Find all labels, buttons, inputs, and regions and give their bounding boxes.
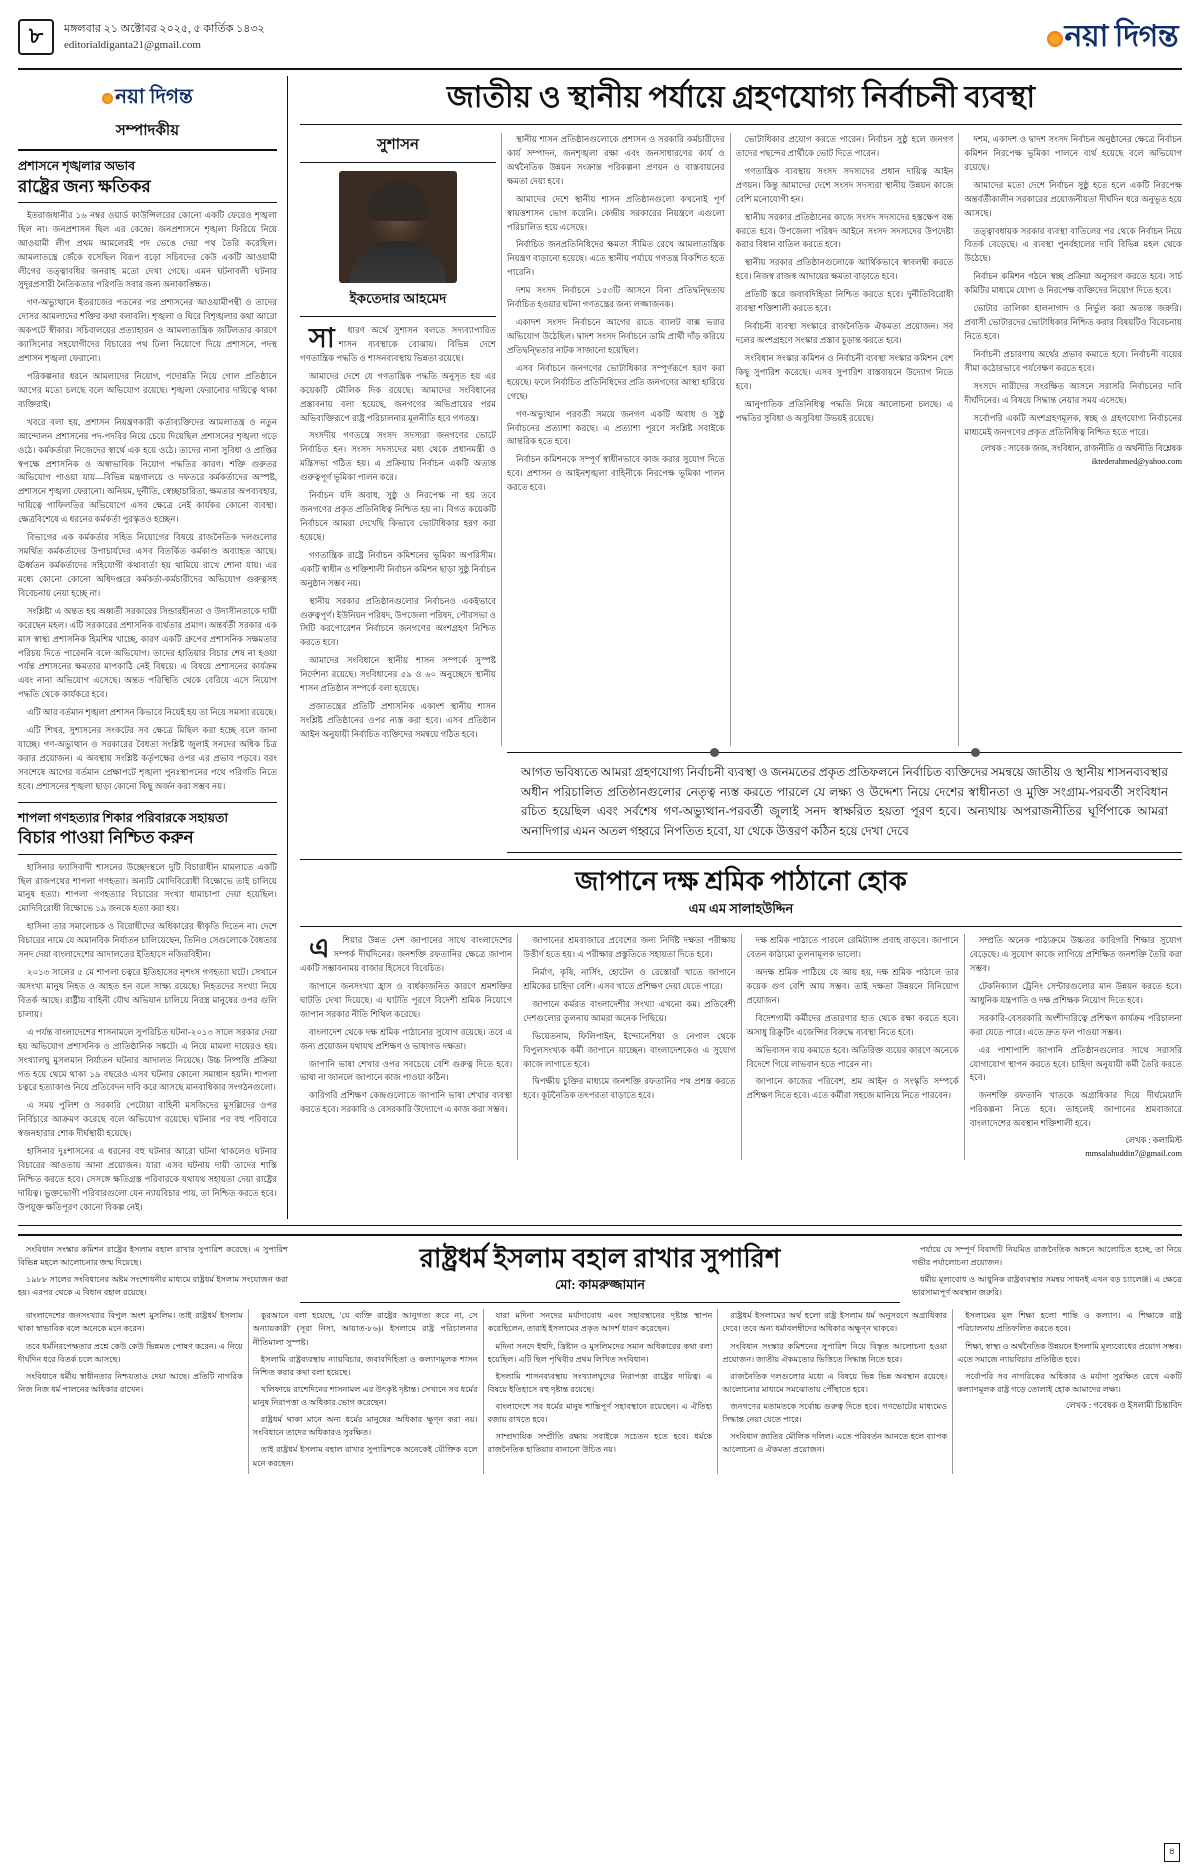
second-article-grid [300,934,1182,1160]
paragraph: প্রতিটি স্তরে জবাবদিহিতা নিশ্চিত করতে হবে। দুর্নীতিবিরোধী ব্যবস্থা শক্তিশালী করতে হবে। [735,289,954,314]
paragraph: বাংলাদেশের জনসংখ্যার বিপুল অংশ মুসলিম। তাই রাষ্ট্রধর্ম ইসলাম থাকা স্বাভাবিক বলে অনেকে মনে করেন। [18,1311,243,1334]
lead-col-3-wrap [736,133,954,746]
divider [18,802,277,803]
paragraph: নির্বাচিত জনপ্রতিনিধিদের ক্ষমতা সীমিত রেখে আমলাতান্ত্রিক নিয়ন্ত্রণ বাড়ানো হয়েছে। এতে স্থানীয় পর্যায়ে গণতন্ত্র বিকশিত হতে পারেনি। [507,239,725,278]
articles-column [288,76,1182,1219]
paragraph: খলিফায়ে রাশেদিনের শাসনামল এর উৎকৃষ্ট দৃষ্টান্ত। সেখানে সব ধর্মের মানুষ নিরাপত্তা ও অধিকার ভোগ করেছেন। [252,1384,478,1407]
paragraph: এটি আর বর্তমান শৃঙ্খলা প্রশাসন কিভাবে নিয়েই হয় তা নিয়ে সমস্যা রয়েছে। [27,707,277,718]
paragraph: আমাদের মতো দেশে নির্বাচন সুষ্ঠু হতে হলে একটি নিরপেক্ষ অন্তর্বর্তীকালীন সরকারের প্রয়োজনীয়তা দীর্ঘদিন ধরে অনুভূত হয়ে আসছে। [964,179,1182,218]
paragraph: সাধারণ অর্থে সুশাসন বলতে সদ্যব্যাপারিত শাসন ব্যবস্থাকে বোঝায়। বিভিন্ন দেশে গণতান্ত্রিক পদ্ধতি ও শাসনব্যবস্থায় ভিন্নতা রয়েছে। [300,323,496,363]
bottom-col-3 [488,1309,713,1456]
sec2-col-1 [300,934,512,1117]
paragraph: জাপানে কাজের পরিবেশ, শ্রম আইন ও সংস্কৃতি সম্পর্কে প্রশিক্ষণ দিতে হবে। এতে কর্মীরা সহজে মানিয়ে নিতে পারবেন। [746,1076,959,1101]
bottom-col-1 [18,1309,243,1396]
bottom-col-5 [957,1309,1182,1396]
paragraph: সম্প্রতি অনেক পাঠ্যক্রমে উচ্চতর কারিগরি শিক্ষার সুযোগ বেড়েছে। এ সুযোগ কাজে লাগিয়ে প্রশিক্ষিত জনশক্তি তৈরি করা সম্ভব। [969,935,1182,974]
paragraph: দশম সংসদ নির্বাচনে ১৫৩টি আসনে বিনা প্রতিদ্বন্দ্বিতায় নির্বাচিত হওয়ার ঘটনা গণতন্ত্রের জন্য লজ্জাজনক। [507,285,725,310]
paragraph: দ্বিপক্ষীয় চুক্তির মাধ্যমে জনশক্তি রফতানির পথ প্রশস্ত করতে হবে। কূটনৈতিক তৎপরতা বাড়াতে হবে। [523,1076,736,1101]
editorial-1-headline: রাষ্ট্রের জন্য ক্ষতিকর [18,176,277,203]
lead-author-name: ইকতেদার আহমেদ [300,288,496,317]
lead-col-2 [507,133,725,495]
publication-date: মঙ্গলবার ২১ অক্টোবর ২০২৫, ৫ কার্তিক ১৪৩২ [64,22,265,35]
paragraph: অভিবাসন ব্যয় কমাতে হবে। অতিরিক্ত ব্যয়ের কারণে অনেকে বিদেশে গিয়ে লাভবান হতে পারেন না। [746,1044,959,1069]
pullquote-text: আগত ভবিষ্যতে আমরা গ্রহণযোগ্য নির্বাচনী ব্যবস্থা ও জনমতের প্রকৃত প্রতিফলনে নির্বাচিত ব্যক্তিদের সমন্বয়ে জাতীয় ও স্থানীয় শাসনব্যবস্থার অধীন পরিচালিত প্রতিষ্ঠানগুলোর নেতৃত্ব ন্যস্ত করতে পারলে যে লক্ষ্য ও উদ্দেশ্য নিয়ে দেশের স্বাধীনতা ও মুক্তি সংগ্রাম-পরবর্তী সংবিধান রচিত হয়েছিল এবং সর্বশেষ গণ-অভ্যুত্থান-পরবর্তী জুলাই সনদ স্বাক্ষরিত হয়তা পূরণ হবে। অন্যথায় অপরাজনীতির ঘূর্ণিপাকে আমরা অনাদিগার এমন অতল গহ্বরে নিপতিত হবো, যা থেকে উত্তরণ কঠিন হয়ে দেখা দেবে [521,764,1168,839]
paragraph: রাষ্ট্রধর্ম থাকা মানে অন্য ধর্মের মানুষের অধিকার ক্ষুণ্ন করা নয়। সংবিধানে তাদের অধিকারও সুরক্ষিত। [252,1415,478,1438]
paragraph: খবরে বলা হয়, প্রশাসন নিয়ন্ত্রণকারী কর্তাব্যক্তিদের আমলাতন্ত্র ও নতুন আন্দোলন প্রশাসনের পদ-পদবির নিয়ে চেয়ে দিয়েছিল প্রশাসনের শৃঙ্খলা গড়ে ওঠে। কর্মকর্তারা নিজেদের স্বার্থে এক হয়ে ওঠে। তাদের নানা সুবিধা ও প্রাপ্তির স্বপক্ষে প্রশাসনিক ও অস্বাভাবিক নিয়োগ পদ্ধতির কারণ। শক্তি গুরুতর অভিযোগ পাওয়া যায়—বিভিন্ন মন্ত্রণালয়ে ও দফতরে কর্মকর্তাদের অস্পষ্ট, প্রশাসনে শৃঙ্খলা ফেরানো। অনিয়ম, দুর্নীতি, স্বেচ্ছাচারিতা, ক্ষমতার অপব্যবহার, দায়িত্বে গাফিলতির অভিযোগে এসব ক্ষেত্রে নেই কার্যকর কোনো ব্যবস্থা। ক্ষেত্রবিশেষে এ ধরনের কর্মকর্তা পুরস্কৃতও হচ্ছেন। [18,416,277,525]
credit-email: iktederahmed@yahoo.com [1091,457,1182,467]
masthead-left [18,19,265,55]
editorial-1-body [18,209,277,794]
paragraph: শিক্ষা, স্বাস্থ্য ও অর্থনৈতিক উন্নয়নে ইসলামি মূল্যবোধের প্রয়োগ সম্ভব। এতে সমাজে ন্যায়বিচার প্রতিষ্ঠিত হবে। [957,1341,1182,1364]
paragraph: সরকারি-বেসরকারি অংশীদারিত্বে প্রশিক্ষণ কার্যক্রম পরিচালনা করা যেতে পারে। এতে দ্রুত ফল পাওয়া সম্ভব। [969,1012,1182,1037]
bottom-col-4 [722,1309,947,1456]
lead-col-4 [964,133,1182,439]
paragraph: হাসিনা তার সমালোচক ও বিরোধীদের অধিকারের স্বীকৃতি দিতেন না। দেশে বিচারের নামে যে অমানবিক নির্যাতন চালিয়েছেন, তিনিও সেগুলোকে বৈধতার সনদ দেয়া বাংলাদেশের আদালতের ইতিহাসে নজিরবিহীন। [18,921,277,960]
paragraph: যারা মদিনা সনদের মর্যাদাবোধ এবং সহাবস্থানের দৃষ্টান্ত স্থাপন করেছিলেন, তারাই ইসলামের প্রকৃত আদর্শ ধারণ করেছেন। [487,1311,713,1334]
paragraph: এশিয়ার উন্নত দেশ জাপানের সাথে বাংলাদেশের সম্পর্ক দীর্ঘদিনের। জনশক্তি রফতানির ক্ষেত্রে জাপান একটি সম্ভাবনাময় বাজার হিসেবে বিবেচিত। [300,933,513,974]
bottom-article-author: মো: কামরুজ্জামান [300,1274,900,1303]
paragraph: স্থানীয় সরকার প্রতিষ্ঠানগুলোকে আর্থিকভাবে স্বাবলম্বী করতে হবে। নিজস্ব রাজস্ব আদায়ের ক্ষমতা বাড়াতে হবে। [735,257,954,282]
masthead-right [1047,22,1182,52]
paragraph: কারিগরি প্রশিক্ষণ কেন্দ্রগুলোতে জাপানি ভাষা শেখার ব্যবস্থা করতে হবে। সরকারি ও বেসরকারি উদ্যোগে এ কাজ করা সম্ভব। [300,1090,513,1115]
paragraph: গণ-অভ্যুত্থানে ইতরাজের পতনের পর প্রশাসনের আওয়ামীপন্থী ও তাদের দোসর আমলাদের শক্তির কথা বলাবলি। শৃঙ্খলা ও ঘিরে বিশৃঙ্খলার কথা আরো অকপটে স্বীকার। সচিবালয়ের প্রত্যাহারন ও আমলাতান্ত্রিক জটিলতার কারণে ক্যাসিনোর সহযোগীদের বিচারের পথ ঢিলা নিয়োগে দিয়ে প্রশাসনে, পদস্থ প্রশাসন শৃঙ্খলা ফেরানো। [18,297,277,364]
paragraph: সংবিধানে ধর্মীয় স্বাধীনতার নিশ্চয়তাও দেয়া আছে। প্রতিটি নাগরিক নিজ নিজ ধর্ম পালনের অধিকার রাখেন। [18,1371,243,1394]
paragraph: স্থানীয় শাসন প্রতিষ্ঠানগুলোকে প্রশাসন ও সরকারি কর্মচারীদের কার্য সম্পাদন, জনশৃঙ্খলা রক্ষা এবং জনসাধারণের কার্য ও অর্থনৈতিক উন্নয়ন সংক্রান্ত পরিকল্পনা প্রণয়ন ও বাস্তবায়নের ক্ষমতা দেয়া হবে। [507,134,725,186]
second-article-author: এম এম সালাহউদ্দিন [300,897,1182,927]
paragraph: নির্বাচন কমিশনকে সম্পূর্ণ স্বাধীনভাবে কাজ করার সুযোগ দিতে হবে। প্রশাসন ও আইনশৃঙ্খলা বাহিনীকে নিরপেক্ষ ভূমিকা পালন করতে হবে। [507,454,725,493]
sec2-col-2-wrap [523,934,735,1160]
editorial-2-kicker: শাপলা গণহত্যার শিকার পরিবারকে সহায়তা [18,810,228,825]
sec2-col-3-wrap [747,934,959,1160]
editorial-2-body [18,861,277,1215]
paragraph: এ পর্যন্ত বাংলাদেশের শাসনামলে সুপরিচিত ঘটনা-২০১৩ সালে সরকার দেয়া হয় অভিযোগ প্রশাসনিক ও প্রাতিষ্ঠানিক সঙ্কটে। এ নিয়ে মামলা দায়েরও হয়। সংখ্যালঘু মুসলমান নির্যাতন ঘটনার আদালত নিয়েছে। উচ্চ নিষ্পত্তি প্রক্রিয়া গত হয়ে থেমে থাকা ১৯ বছরেও এসব ঘটনার কোনো সমাধান হয়নি। শাপলা চত্বরে হত্যাকাণ্ড নিয়ে প্রতিবেদন দাবি করে আসছে মানবাধিকার সংগঠনগুলো। [18,1026,277,1093]
paragraph: তত্ত্বাবধায়ক সরকার ব্যবস্থা বাতিলের পর থেকে নির্বাচন নিয়ে বিতর্ক বেড়েছে। এ ব্যবস্থা পুনর্বহালের দাবি বিভিন্ন মহল থেকে উঠেছে। [964,225,1182,264]
second-article-title: জাপানে দক্ষ শ্রমিক পাঠানো হোক [575,867,907,896]
bottom-article-grid [18,1309,1182,1473]
paragraph: জাপানের শ্রমবাজারে প্রবেশের জন্য নির্দিষ্ট দক্ষতা পরীক্ষায় উত্তীর্ণ হতে হয়। এ পরীক্ষার প্রস্তুতিতে সহায়তা দিতে হবে। [523,935,736,960]
paper-logo [1047,22,1182,52]
bottom-col-1-wrap [18,1309,243,1473]
paragraph: সংবিধান সংস্কার কমিশন রাষ্ট্রের ইসলাম বহাল রাখার সুপারিশ করেছে। এ সুপারিশ বিভিন্ন মহলে আলোচনার জন্ম দিয়েছে। [18,1244,288,1267]
paragraph: ১৯৮৮ সালের সংবিধানের অষ্টম সংশোধনীর মাধ্যমে রাষ্ট্রধর্ম ইসলাম সংযোজন করা হয়। এরপর থেকে এ বিধান বহাল রয়েছে। [18,1275,288,1298]
sec2-author-credit [970,1135,1182,1160]
paragraph: সংবিধান সংস্কার কমিশনের সুপারিশ নিয়ে বিস্তৃত আলোচনা হওয়া প্রয়োজন। জাতীয় ঐকমত্যের ভিত্তিতে সিদ্ধান্ত নিতে হবে। [722,1341,948,1364]
paragraph: নির্বাচন যদি অবাধ, সুষ্ঠু ও নিরপেক্ষ না হয় তবে জনগণের প্রকৃত প্রতিনিধিত্ব নিশ্চিত হয় না। বিগত কয়েকটি নির্বাচনে আমরা দেখেছি কিভাবে ভোটাধিকার হরণ করা হয়েছে। [300,490,496,542]
bottom-head-left-text [18,1243,288,1304]
bottom-article-head [18,1243,1182,1304]
sec2-col-2 [523,934,735,1103]
bottom-article [18,1234,1182,1474]
paragraph: ইসলামি রাষ্ট্রব্যবস্থায় ন্যায়বিচার, জবাবদিহিতা ও কল্যাণমূলক শাসন নিশ্চিত করার কথা বলা হয়েছে। [252,1354,478,1377]
editorial-logo [18,76,277,117]
paragraph: তাই রাষ্ট্রধর্ম ইসলাম বহাল রাখার সুপারিশকে অনেকেই যৌক্তিক বলে মনে করছেন। [252,1445,478,1468]
editorial-email: editorialdiganta21@gmail.com [64,39,201,51]
paragraph: জাপানি ভাষা শেখার ওপর সবচেয়ে বেশি গুরুত্ব দিতে হবে। ভাষা না জানলে জাপানে কাজ পাওয়া কঠিন। [300,1058,513,1083]
sec2-col-4 [970,934,1182,1131]
sun-icon-small [102,93,113,104]
paragraph: তবে ধর্মনিরপেক্ষতার প্রশ্নে কেউ কেউ ভিন্নমত পোষণ করেন। এ নিয়ে দীর্ঘদিন ধরে বিতর্ক চলে আসছে। [18,1341,243,1364]
lead-pullquote [507,752,1182,853]
paragraph: পরিকল্পনার ধরনে আমলাদের নিয়োগ, পদোন্নতি নিয়ে গোল প্রতিষ্ঠানে আগের মতো চলছে বলে অভিযোগ রয়েছে। শৃঙ্খলা ফেরানোর দায়িত্বে থাকা ব্যক্তিরাই। [18,371,277,409]
lead-author-credit [964,443,1182,468]
author-portrait [339,171,457,283]
pullquote-dot-right [971,748,980,757]
paragraph: দক্ষ শ্রমিক পাঠাতে পারলে রেমিট্যান্স প্রবাহ বাড়বে। জাপানে বেতন কাঠামো তুলনামূলক ভালো। [746,935,959,960]
pullquote-dot-left [710,748,719,757]
paper-name-text: নয়া দিগন্ত [1064,20,1178,53]
bottom-article-title: রাষ্ট্রধর্ম ইসলাম বহাল রাখার সুপারিশ [419,1243,781,1273]
paragraph: বাংলাদেশ থেকে দক্ষ শ্রমিক পাঠানোর সুযোগ রয়েছে। তবে এ জন্য প্রয়োজন যথাযথ প্রশিক্ষণ ও ভাষাগত দক্ষতা। [300,1026,513,1051]
bottom-head-right-text [912,1243,1182,1304]
paragraph: মদিনা সনদে ইহুদি, খ্রিষ্টান ও মুসলিমদের সমান অধিকারের কথা বলা হয়েছিল। এটি ছিল পৃথিবীর প্রথম লিখিত সংবিধান। [487,1341,713,1364]
paragraph: সংসদীয় গণতন্ত্রে সংসদ সদস্যরা জনগণের ভোটে নির্বাচিত হন। সংসদ সদস্যদের মধ্য থেকে প্রধানমন্ত্রী ও মন্ত্রিসভা গঠিত হয়। এ প্রক্রিয়ায় নির্বাচন একটি অত্যন্ত গুরুত্বপূর্ণ ভূমিকা পালন করে। [300,430,496,483]
paragraph: ২০১৩ সালের ৫ মে শাপলা চত্বরে ইতিহাসের নৃশংস গণহত্যা ঘটে। সেখানে অসংখ্য মানুষ নিহত ও আহত হন বলে সাক্ষ্য রয়েছে। নিহতদের সংখ্যা নিয়ে বিতর্ক আছে। রাষ্ট্রীয় বাহিনী যৌথ অভিযান চালিয়ে নিরস্ত্র মানুষের ওপর গুলি চালায়। [18,967,277,1019]
paragraph: দশম, একাদশ ও দ্বাদশ সংসদ নির্বাচন অনুষ্ঠানের ক্ষেত্রে নির্বাচন কমিশন নিরপেক্ষ ভূমিকা পালনে ব্যর্থ হয়েছে বলে অভিযোগ রয়েছে। [964,134,1182,172]
paragraph: বাংলাদেশে সব ধর্মের মানুষ শান্তিপূর্ণ সহাবস্থানে রয়েছেন। এ ঐতিহ্য বজায় রাখতে হবে। [487,1402,713,1425]
paragraph: বিদেশগামী কর্মীদের প্রতারণার হাত থেকে রক্ষা করতে হবে। অসাধু রিক্রুটিং এজেন্সির বিরুদ্ধে ব্যবস্থা নিতে হবে। [746,1012,959,1037]
sun-icon [1047,31,1063,47]
paragraph: এটি শিখর, সুশাসনের সংকটের সব ক্ষেত্রে মিছিল করা হচ্ছে বলে জানা যাচ্ছে। গণ-অভ্যুত্থান ও সরকারের বৈধতা সংশ্লিষ্ট জুলাই সনদের অধিক চিত্র করার প্রয়োজন। এ অবস্থায় সংশ্লিষ্ট কর্তৃপক্ষের ওপর এর প্রভাব পড়বে। বরং সবশেষে আগের বর্তমান প্রেক্ষাপটে শৃঙ্খলা পুনঃস্থাপনের পথে পরিণতি নিতে হবে। প্রশাসনের শৃঙ্খলা ছাড়া কোনো কিছু অর্জন করা সম্ভব নয়। [18,725,277,791]
bottom-author-credit: লেখক : গবেষক ও ইসলামী চিন্তাবিদ [1065,1401,1182,1410]
b-logo-icon: ৮ [18,19,54,55]
paragraph: গণতান্ত্রিক রাষ্ট্রে নির্বাচন কমিশনের ভূমিকা অপরিসীম। একটি স্বাধীন ও শক্তিশালী নির্বাচন কমিশন ছাড়া সুষ্ঠু নির্বাচন অনুষ্ঠান সম্ভব নয়। [300,549,496,588]
masthead [18,14,1182,70]
paragraph: আমাদের দেশে যে গণতান্ত্রিক পদ্ধতি অনুসৃত হয় এর কয়েকটি মৌলিক দিক রয়েছে। আমাদের সংবিধানের প্রস্তাবনায় বলা হয়েছে, জনগণের অভিপ্রায়ের পরম অভিব্যক্তিরূপে রাষ্ট্র পরিচালনার মূলনীতি হবে গণতন্ত্র। [300,370,496,423]
paragraph: এর পাশাপাশি জাপানি প্রতিষ্ঠানগুলোর সাথে সরাসরি যোগাযোগ স্থাপন করতে হবে। চাহিদা অনুযায়ী কর্মী তৈরি করতে হবে। [969,1044,1182,1083]
editorial-section-label: সম্পাদকীয় [18,119,277,151]
bottom-col-5-wrap [957,1309,1182,1473]
paragraph: সর্বোপরি একটি অংশগ্রহণমূলক, স্বচ্ছ ও গ্রহণযোগ্য নির্বাচনের মাধ্যমেই জনগণের প্রকৃত প্রতিনিধিত্ব নিশ্চিত হতে পারে। [964,412,1182,437]
paragraph: সাম্প্রদায়িক সম্প্রীতি রক্ষায় সবাইকে সচেতন হতে হবে। ধর্মকে রাজনৈতিক হাতিয়ার বানানো উচিত নয়। [487,1432,713,1455]
editorial-column [18,76,288,1219]
bottom-col-4-wrap [722,1309,947,1473]
bottom-col-2 [253,1309,478,1469]
credit-line: লেখক : সাবেক জজ, সংবিধান, রাজনীতি ও অর্থনীতি বিশ্লেষক [980,444,1182,454]
paragraph: জনশক্তি রফতানি খাতকে অগ্রাধিকার দিয়ে দীর্ঘমেয়াদি পরিকল্পনা নিতে হবে। তাহলেই জাপানের শ্রমবাজারে বাংলাদেশের অবস্থান শক্তিশালী হবে। [969,1090,1182,1129]
paragraph: আমাদের দেশে স্থানীয় শাসন প্রতিষ্ঠানগুলো কখনোই পূর্ণ স্বায়ত্তশাসন ভোগ করেনি। কেন্দ্রীয় সরকারের নিয়ন্ত্রণে এগুলো পরিচালিত হয়ে এসেছে। [507,193,725,232]
second-article [300,859,1182,1160]
paragraph: স্থানীয় সরকার প্রতিষ্ঠানগুলোর নির্বাচনও একইভাবে গুরুত্বপূর্ণ। ইউনিয়ন পরিষদ, উপজেলা পরিষদ, পৌরসভা ও সিটি করপোরেশন নির্বাচনে জনগণের অংশগ্রহণ নিশ্চিত করতে হবে। [300,595,496,648]
paragraph: সংশ্লিষ্টা এ অন্তত হয় অধ্বর্তী সরকারের সিন্ডারহীনতা ও উদাসীনতাকে দায়ী করেছেন মহল। এটি সরকারের প্রশাসনিক ব্যর্থতার প্রমাণ। অন্তর্বর্তী সরকার এক মাস স্বাস্থ্য প্রশাসনিক হিমশিম খাচ্ছে, কারণ একটি গ্রুপের প্রশাসনিক সক্ষমতার পরিচয় দিতে পারেননি বলে অভিযোগ। তাদের হাতিয়ার বিচার শেষ না হওয়া পর্যন্ত প্রশাসনের ক্ষমতার মাপকাঠি নেই বিষয়ে। এ বিষয়ে প্রশাসনের কার্যক্রম এবং নানা অভিযোগ এসেছে। অন্তত পরিস্থিতি থেকে বেরিয়ে এসে নিয়োগ পদ্ধতি থেকে কার্যকরে হবে। [18,605,277,700]
paragraph: সংবিধান সংস্কার কমিশন ও নির্বাচনী ব্যবস্থা সংস্কার কমিশন বেশ কিছু সুপারিশ করেছে। এসব সুপারিশ বাস্তবায়নে উদ্যোগ নিতে হবে। [735,352,954,391]
editorial-1-kicker: প্রশাসনে শৃঙ্খলার অভাব [18,159,136,173]
credit-email: mmsalahuddin7@gmail.com [1085,1148,1182,1158]
paragraph: গণতান্ত্রিক ব্যবস্থায় সংসদ সদস্যদের প্রধান দায়িত্ব আইন প্রণয়ন। কিন্তু আমাদের দেশে সংসদ সদস্যরা স্থানীয় উন্নয়ন কাজে বেশি মনোযোগী হন। [735,165,954,204]
paragraph: সংসদে নারীদের সংরক্ষিত আসনে সরাসরি নির্বাচনের দাবি দীর্ঘদিনের। এ বিষয়ে সিদ্ধান্ত নেয়ার সময় এসেছে। [964,380,1182,405]
paragraph: আমাদের সংবিধানে স্থানীয় শাসন সম্পর্কে সুস্পষ্ট নির্দেশনা রয়েছে। সংবিধানের ৫৯ ও ৬০ অনুচ্ছেদে স্থানীয় শাসন প্রতিষ্ঠান সম্পর্কে বলা হয়েছে। [300,655,496,694]
paragraph: সংবিধান জাতির মৌলিক দলিল। এতে পরিবর্তন আনতে হলে ব্যাপক আলোচনা ও ঐকমত্য প্রয়োজন। [722,1432,948,1455]
paragraph: জনগণের মতামতকে সর্বোচ্চ গুরুত্ব দিতে হবে। গণভোটের মাধ্যমেও সিদ্ধান্ত নেয়া যেতে পারে। [722,1402,948,1425]
sec2-col-1-wrap [300,934,512,1160]
paragraph: কুরআনে বলা হয়েছে, 'যে ব্যক্তি রাষ্ট্রের আনুগত্য করে না, সে অন্যায়কারী' (সূরা নিসা, আয়াত-৮৬)। ইসলামে রাষ্ট্র পরিচালনার নীতিমালা সুস্পষ্ট। [252,1311,478,1347]
bottom-col-3-wrap [488,1309,713,1473]
lead-col-2-wrap [507,133,725,746]
sec2-col-4-wrap [970,934,1182,1160]
lead-article-title: জাতীয় ও স্থানীয় পর্যায়ে গ্রহণযোগ্য নির্বাচনী ব্যবস্থা [300,76,1182,125]
bottom-title-wrap [300,1243,900,1303]
paragraph: জাপানে কর্মরত বাংলাদেশীর সংখ্যা এখনো কম। প্রতিবেশী দেশগুলোর তুলনায় আমরা অনেক পিছিয়ে। [523,998,736,1023]
paragraph: ইতরাজধানীর ১৬ নম্বর ওয়ার্ড কাউন্সিলরের কোনো একটি ফেরেও শৃঙ্খলা ছিল না। জনপ্রশাসন ছিল এর কেন্দ্রে। জনপ্রশাসনে শৃঙ্খলা ফিরিয়ে নিয়ে আওয়ামী লীগ প্রথম আমলেরই পদ ভেঙে দেয়া পথ তৈরি করেছিল। আমলাতন্ত্রে জেঁকে বসেছিল বিরূপ বড়ো সচিবদের কেউ একটি আওয়ামী লীগের তত্ত্বাবধির জনরাহ মতো দেখা গেছে। এমন ঘটনাবলী ঘটনার সুদূরপ্রসারী নৈতিকতার পরিণতি সবার জন্য অনাকাঙ্ক্ষিত। [18,209,277,290]
paragraph: বিভাগের এক কর্মকর্তার সহিত নিয়োগের বিষয়ে রাজনৈতিক দলগুলোর সমর্থিত কর্মকর্তাদের উপাচার্যদের এসব বিতর্কিত কর্মকাণ্ড অব্যাহত আছে। ঊর্ধ্বতন কর্মকর্তাদের সহিযোগী কথাবার্তা হয় থামিয়ে রাখে শোনা যায়। এর মধ্যে কোনো কোনো অধিদপ্তরে কর্মকর্তা-কর্মচারীদের অভিযোগ গুরুত্বসহ বিবেচনায় নেয়া হচ্ছে না। [18,532,277,598]
paragraph: টেকনিক্যাল ট্রেনিং সেন্টারগুলোর মান উন্নয়ন করতে হবে। আধুনিক যন্ত্রপাতি ও দক্ষ প্রশিক্ষক নিয়োগ দিতে হবে। [969,980,1182,1005]
paragraph: ভোটাধিকার প্রয়োগ করতে পারেন। নির্বাচন সুষ্ঠু হলে জনগণ তাদের পছন্দের প্রার্থীকে ভোট দিতে পারেন। [735,134,954,158]
paragraph: নির্মাণ, কৃষি, নার্সিং, হোটেল ও রেস্তোরাঁ খাতে জাপানে শ্রমিকের চাহিদা বেশি। এসব খাতে প্রশিক্ষণ দেয়া যেতে পারে। [523,967,736,991]
paragraph: রাজনৈতিক দলগুলোর মধ্যে এ বিষয়ে ভিন্ন ভিন্ন অবস্থান রয়েছে। আলোচনার মাধ্যমে সমঝোতায় পৌঁছাতে হবে। [722,1371,948,1394]
paragraph: হাসিনার দুঃশাসনের এ ধরনের বহু ঘটনার আরো ঘটনা থাকলেও ঘটনার বিচারের আওতায় আনা প্রয়োজন। যারা এসব ঘটনায় দায়ী তাদের শাস্তি নিশ্চিত করতে হবে। সেসঙ্গে ক্ষতিগ্রস্ত পরিবারকে যথাযথ সহায়তা দেয়া রাষ্ট্রের দায়িত্ব। ভুক্তভোগী পরিবারগুলো যেন ন্যায়বিচার পায়, তা নিশ্চিত করতে হবে। উপযুক্ত ক্ষতিপূরণ কোনো বিকল্প নেই। [18,1146,277,1212]
lead-kicker: সুশাসন [300,133,496,163]
editorial-logo-text: নয়া দিগন্ত [115,86,193,108]
paragraph: ইসলামের মূল শিক্ষা হলো শান্তি ও কল্যাণ। এ শিক্ষাকে রাষ্ট্র পরিচালনায় প্রতিফলিত করতে হবে। [957,1311,1182,1334]
lead-col-3 [736,133,954,426]
sec2-col-3 [747,934,959,1103]
paragraph: প্রজাতন্ত্রের প্রতিটি প্রশাসনিক একাংশ স্থানীয় শাসন সংশ্লিষ্ট প্রতিষ্ঠানের ওপর ন্যস্ত করা হবে। এসব প্রতিষ্ঠান আইন অনুযায়ী নির্বাচিত ব্যক্তিদের সমন্বয়ে গঠিত হবে। [300,701,496,739]
page-number: ৪ [1164,1843,1181,1862]
lead-col-1 [300,324,496,742]
editorial-2-headline: বিচার পাওয়া নিশ্চিত করুন [18,827,277,854]
paragraph: নির্বাচন কমিশন গঠনে স্বচ্ছ প্রক্রিয়া অনুসরণ করতে হবে। সার্চ কমিটির মাধ্যমে যোগ্য ও নিরপেক্ষ ব্যক্তিদের নিয়োগ দিতে হবে। [964,271,1182,296]
lead-author-block [300,133,496,746]
paragraph: নির্বাচনী প্রচারণায় অর্থের প্রভাব কমাতে হবে। নির্বাচনী ব্যয়ের সীমা কঠোরভাবে পর্যবেক্ষণ করতে হবে। [964,348,1182,373]
paragraph: এসব নির্বাচনে জনগণের ভোটাধিকার সম্পূর্ণরূপে হরণ করা হয়েছে। ফলে নির্বাচিত প্রতিনিধিদের প্রতি জনগণের আস্থা হারিয়ে গেছে। [507,362,725,401]
paragraph: ভোটার তালিকা হালনাগাদ ও নির্ভুল করা অত্যন্ত জরুরি। প্রবাসী ভোটারদের ভোটাধিকার নিশ্চিত করার বিষয়টিও বিবেচনায় নিতে হবে। [964,303,1182,341]
bottom-col-2-wrap [253,1309,478,1473]
paragraph: পর্যায়ে যে সম্পূর্ণ বিবাদটি নিয়মিত রাজনৈতিক অঙ্গনে আলোচিত হচ্ছে, তা নিয়ে গভীর পর্যালোচনা প্রয়োজন। [912,1244,1182,1267]
paragraph: ভিয়েতনাম, ফিলিপাইন, ইন্দোনেশিয়া ও নেপাল থেকে বিপুলসংখ্যক কর্মী জাপানে যাচ্ছেন। বাংলাদেশকেও এ সুযোগ কাজে লাগাতে হবে। [523,1030,736,1069]
paragraph: ইসলামি শাসনব্যবস্থায় সংখ্যালঘুদের নিরাপত্তা রাষ্ট্রের দায়িত্ব। এ বিষয়ে ইতিহাসে বহু দৃষ্টান্ত রয়েছে। [487,1371,713,1394]
paragraph: ধর্মীয় মূল্যবোধ ও আধুনিক রাষ্ট্রব্যবস্থার সমন্বয় সাধনই এখন বড় চ্যালেঞ্জ। এ ক্ষেত্রে ভারসাম্যপূর্ণ অবস্থান জরুরি। [912,1275,1182,1298]
paragraph: সর্বোপরি সব নাগরিকের অধিকার ও মর্যাদা সুরক্ষিত রেখে একটি কল্যাণমূলক রাষ্ট্র গড়ে তোলাই হোক আমাদের লক্ষ্য। [957,1371,1182,1394]
lead-col-4-wrap [964,133,1182,746]
paragraph: এ সময় পুলিশ ও সরকারি পেটোয়া বাহিনী মসজিদের মুসল্লিদের ওপর নির্বিচারে আক্রমণ করেছে বলে অভিযোগ রয়েছে। ঘটনার পর বহু পরিবারে স্বজনহারার শোক দীর্ঘস্থায়ী হয়েছে। [18,1100,277,1139]
masthead-dateblock [64,21,265,54]
paragraph: আনুপাতিক প্রতিনিধিত্ব পদ্ধতি নিয়ে আলোচনা চলছে। এ পদ্ধতির সুবিধা ও অসুবিধা উভয়ই রয়েছে। [735,398,954,423]
credit-line: লেখক : কলামিস্ট [1125,1136,1182,1146]
paragraph: হাসিনার ফ্যাসিবাদী শাসনের উচ্ছেদস্থলে দুটি বিচারাধীন মামলাতে একটি ছিল রাজপথের শাপলা গণহত্যা। অন্যটি মোদিবিরোধী বিক্ষোভে তাই চালিয়ে মানুষ হত্যা। শাপলা গণহত্যার বিচারের সংখ্যা ধামাচাপা দেয়া হয়েছিল। মোদিবিরোধী বিক্ষোভে ১৯ জনকে হত্যা করা হয়। [18,861,277,914]
paragraph: রাষ্ট্রধর্ম ইসলামের অর্থ হলো রাষ্ট্র ইসলাম ধর্ম অনুসরণে অগ্রাধিকার দেবে। তবে অন্য ধর্মাবলম্বীদের অধিকার অক্ষুণ্ন থাকবে। [722,1311,948,1334]
paragraph: গণ-অভ্যুত্থান পরবর্তী সময়ে জনগণ একটি অবাধ ও সুষ্ঠু নির্বাচনের প্রত্যাশা করছে। এ প্রত্যাশা পূরণে সংশ্লিষ্ট সবাইকে আন্তরিক হতে হবে। [507,408,725,447]
lead-article-grid [300,133,1182,746]
paragraph: নির্বাচনী ব্যবস্থা সংস্কারে রাজনৈতিক ঐকমত্য প্রয়োজন। সব দলের অংশগ্রহণে সংস্কার প্রস্তাব চূড়ান্ত করতে হবে। [735,321,954,345]
paragraph: অদক্ষ শ্রমিক পাঠিয়ে যে আয় হয়, দক্ষ শ্রমিক পাঠালে তার কয়েক গুণ বেশি আয় সম্ভব। তাই দক্ষতা উন্নয়নে বিনিয়োগ প্রয়োজন। [746,967,959,1005]
paragraph: জাপানে জনসংখ্যা হ্রাস ও বার্ধক্যজনিত কারণে শ্রমশক্তির ঘাটতি দেখা দিয়েছে। এ ঘাটতি পূরণে বিদেশী শ্রমিক নিয়োগে জাপান সরকার নীতি শিথিল করেছে। [300,980,513,1019]
paragraph: স্থানীয় সরকার প্রতিষ্ঠানের কাজে সংসদ সদস্যদের হস্তক্ষেপ বন্ধ করতে হবে। উপজেলা পরিষদ আইনে সংসদ সদস্যদের উপদেষ্টা করার বিধান বাতিল করতে হবে। [735,211,954,250]
paragraph: একাদশ সংসদ নির্বাচনে আগের রাতে ব্যালট বাক্স ভরার অভিযোগ উঠেছিল। দ্বাদশ সংসদ নির্বাচনে ডামি প্রার্থী দাঁড় করিয়ে প্রতিদ্বন্দ্বিতার নাটক সাজানো হয়েছিল। [507,317,725,355]
main-grid [18,76,1182,1226]
